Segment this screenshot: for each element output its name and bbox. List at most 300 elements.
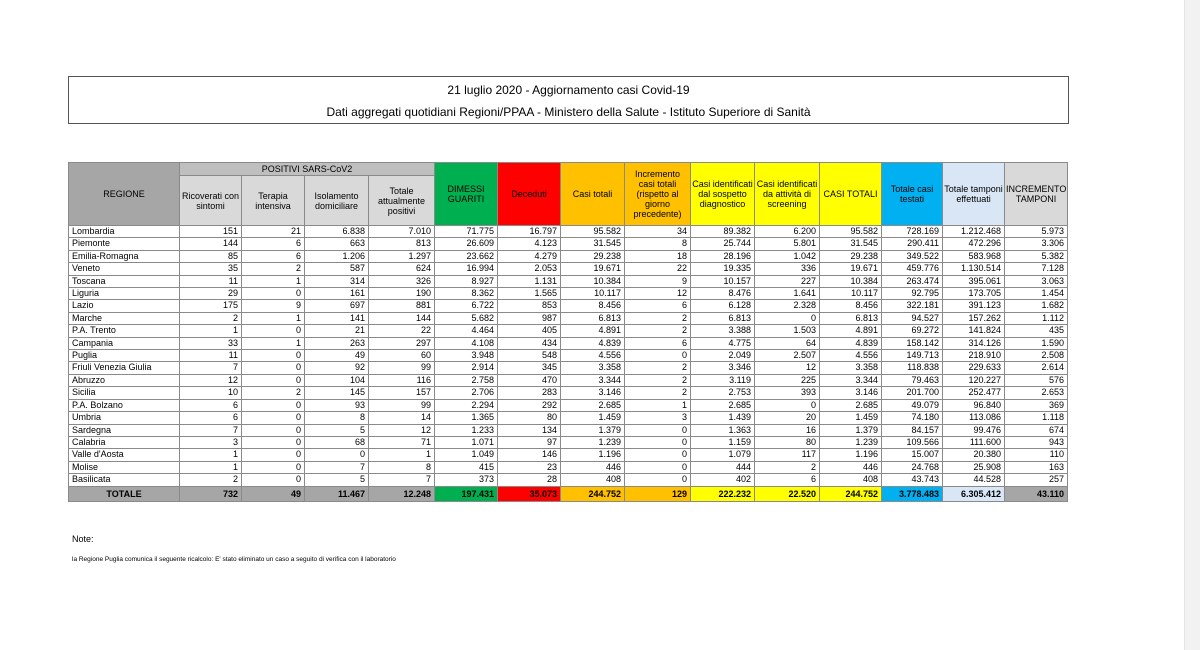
cell-value: 157 xyxy=(369,387,435,399)
document-title: 21 luglio 2020 - Aggiornamento casi Covid-19 xyxy=(447,83,690,97)
cell-value: 1 xyxy=(625,399,691,411)
cell-value: 5 xyxy=(305,424,369,436)
cell-value: 1.239 xyxy=(820,436,882,448)
table-row xyxy=(69,412,1068,424)
cell-value: 8.927 xyxy=(435,275,498,287)
table-row xyxy=(69,325,1068,337)
cell-value: 8.456 xyxy=(561,300,625,312)
cell-value: 3.778.483 xyxy=(882,486,943,501)
cell-value: 23.662 xyxy=(435,250,498,262)
cell-value: 229.633 xyxy=(943,362,1005,374)
cell-value: 4.839 xyxy=(561,337,625,349)
table-row xyxy=(69,263,1068,275)
cell-value: 129 xyxy=(625,486,691,501)
cell-value: 6.722 xyxy=(435,300,498,312)
total-row xyxy=(69,486,1068,501)
cell-value: 1.112 xyxy=(1005,312,1068,324)
cell-value: 4.891 xyxy=(561,325,625,337)
cell-value: 3.344 xyxy=(820,374,882,386)
cell-value: 3 xyxy=(180,436,242,448)
cell-value: 118.838 xyxy=(882,362,943,374)
cell-value: 89.382 xyxy=(691,226,755,238)
cell-regione: Calabria xyxy=(69,436,180,448)
cell-value: 68 xyxy=(305,436,369,448)
cell-value: 1.079 xyxy=(691,449,755,461)
cell-value: 0 xyxy=(242,288,305,300)
cell-value: 2 xyxy=(625,312,691,324)
cell-value: 3.063 xyxy=(1005,275,1068,287)
cell-value: 0 xyxy=(625,350,691,362)
cell-regione: Abruzzo xyxy=(69,374,180,386)
cell-value: 25.908 xyxy=(943,461,1005,473)
cell-regione: Basilicata xyxy=(69,474,180,486)
cell-value: 1.071 xyxy=(435,436,498,448)
table-row xyxy=(69,275,1068,287)
cell-value: 728.169 xyxy=(882,226,943,238)
cell-value: 18 xyxy=(625,250,691,262)
cell-value: 12 xyxy=(180,374,242,386)
cell-value: 71.775 xyxy=(435,226,498,238)
cell-value: 444 xyxy=(691,461,755,473)
cell-value: 6 xyxy=(242,238,305,250)
cell-value: 6.813 xyxy=(820,312,882,324)
cell-value: 2 xyxy=(625,362,691,374)
header-terapia: Terapia intensiva xyxy=(242,176,305,226)
cell-value: 117 xyxy=(755,449,820,461)
cell-value: 7 xyxy=(305,461,369,473)
cell-value: 5.382 xyxy=(1005,250,1068,262)
cell-value: 1.049 xyxy=(435,449,498,461)
cell-value: 64 xyxy=(755,337,820,349)
cell-value: 263.474 xyxy=(882,275,943,287)
table-row xyxy=(69,288,1068,300)
cell-value: 134 xyxy=(498,424,561,436)
cell-value: 9 xyxy=(242,300,305,312)
cell-regione: Umbria xyxy=(69,412,180,424)
cell-value: 1.196 xyxy=(820,449,882,461)
cell-value: 548 xyxy=(498,350,561,362)
cell-value: 7.128 xyxy=(1005,263,1068,275)
cell-value: 28 xyxy=(498,474,561,486)
cell-value: 853 xyxy=(498,300,561,312)
cell-value: 624 xyxy=(369,263,435,275)
cell-value: 19.671 xyxy=(561,263,625,275)
cell-value: 21 xyxy=(242,226,305,238)
cell-value: 415 xyxy=(435,461,498,473)
table-row xyxy=(69,312,1068,324)
cell-value: 813 xyxy=(369,238,435,250)
cell-value: 2.049 xyxy=(691,350,755,362)
cell-value: 408 xyxy=(820,474,882,486)
cell-value: 93 xyxy=(305,399,369,411)
cell-value: 23 xyxy=(498,461,561,473)
cell-value: 2 xyxy=(180,312,242,324)
cell-value: 697 xyxy=(305,300,369,312)
cell-value: 2.753 xyxy=(691,387,755,399)
cell-value: 1.206 xyxy=(305,250,369,262)
cell-value: 292 xyxy=(498,399,561,411)
cell-regione: Campania xyxy=(69,337,180,349)
cell-value: 446 xyxy=(561,461,625,473)
cell-value: 49 xyxy=(305,350,369,362)
cell-value: 6.813 xyxy=(561,312,625,324)
cell-value: 80 xyxy=(498,412,561,424)
cell-value: 6 xyxy=(625,337,691,349)
cell-regione: Piemonte xyxy=(69,238,180,250)
cell-value: 144 xyxy=(180,238,242,250)
cell-value: 3.146 xyxy=(561,387,625,399)
cell-value: 263 xyxy=(305,337,369,349)
cell-value: 3.146 xyxy=(820,387,882,399)
cell-value: 1 xyxy=(242,275,305,287)
cell-value: 218.910 xyxy=(943,350,1005,362)
cell-value: 0 xyxy=(242,350,305,362)
cell-value: 290.411 xyxy=(882,238,943,250)
cell-value: 60 xyxy=(369,350,435,362)
cell-value: 0 xyxy=(242,436,305,448)
cell-value: 14 xyxy=(369,412,435,424)
cell-value: 109.566 xyxy=(882,436,943,448)
table-row xyxy=(69,300,1068,312)
table-row xyxy=(69,350,1068,362)
cell-value: 5 xyxy=(305,474,369,486)
cell-value: 6 xyxy=(242,250,305,262)
cell-value: 472.296 xyxy=(943,238,1005,250)
cell-value: 732 xyxy=(180,486,242,501)
cell-value: 0 xyxy=(625,424,691,436)
cell-value: 395.061 xyxy=(943,275,1005,287)
cell-value: 163 xyxy=(1005,461,1068,473)
cell-value: 29.238 xyxy=(820,250,882,262)
cell-value: 2.053 xyxy=(498,263,561,275)
cell-value: 120.227 xyxy=(943,374,1005,386)
cell-value: 663 xyxy=(305,238,369,250)
cell-value: 1.503 xyxy=(755,325,820,337)
cell-value: 943 xyxy=(1005,436,1068,448)
table-row xyxy=(69,387,1068,399)
cell-value: 7.010 xyxy=(369,226,435,238)
table-row xyxy=(69,461,1068,473)
cell-value: 12.248 xyxy=(369,486,435,501)
table-row xyxy=(69,337,1068,349)
cell-value: 4.279 xyxy=(498,250,561,262)
table-body xyxy=(69,226,1068,502)
cell-value: 1.459 xyxy=(561,412,625,424)
cell-value: 95.582 xyxy=(561,226,625,238)
cell-value: 322.181 xyxy=(882,300,943,312)
cell-value: 11 xyxy=(180,350,242,362)
cell-value: 0 xyxy=(625,436,691,448)
cell-value: 1.196 xyxy=(561,449,625,461)
cell-value: 35 xyxy=(180,263,242,275)
cell-value: 8 xyxy=(625,238,691,250)
cell-value: 1 xyxy=(180,449,242,461)
cell-value: 3.346 xyxy=(691,362,755,374)
cell-value: 2.508 xyxy=(1005,350,1068,362)
cell-value: 7 xyxy=(180,424,242,436)
cell-value: 674 xyxy=(1005,424,1068,436)
cell-value: 314.126 xyxy=(943,337,1005,349)
cell-value: 71 xyxy=(369,436,435,448)
cell-value: 8 xyxy=(305,412,369,424)
cell-value: 16.797 xyxy=(498,226,561,238)
cell-value: 5.801 xyxy=(755,238,820,250)
cell-value: 31.545 xyxy=(820,238,882,250)
header-dimessi: DIMESSI GUARITI xyxy=(435,163,498,226)
cell-value: 6.305.412 xyxy=(943,486,1005,501)
cell-regione: Liguria xyxy=(69,288,180,300)
header-incremento: Incremento casi totali (rispetto al giorno precedente) xyxy=(625,163,691,226)
cell-value: 10.117 xyxy=(820,288,882,300)
cell-value: 373 xyxy=(435,474,498,486)
header-totale-positivi: Totale attualmente positivi xyxy=(369,176,435,226)
title-box xyxy=(68,76,1069,124)
cell-value: 20 xyxy=(755,412,820,424)
cell-value: 576 xyxy=(1005,374,1068,386)
cell-value: 33 xyxy=(180,337,242,349)
table-row xyxy=(69,399,1068,411)
cell-value: 190 xyxy=(369,288,435,300)
cell-value: 116 xyxy=(369,374,435,386)
cell-value: 0 xyxy=(755,312,820,324)
cell-value: 4.464 xyxy=(435,325,498,337)
cell-value: 6 xyxy=(755,474,820,486)
cell-value: 16 xyxy=(755,424,820,436)
cell-value: 434 xyxy=(498,337,561,349)
cell-value: 2 xyxy=(625,325,691,337)
table-row xyxy=(69,449,1068,461)
cell-value: 1 xyxy=(180,461,242,473)
cell-value: 1.118 xyxy=(1005,412,1068,424)
cell-regione: Sardegna xyxy=(69,424,180,436)
notes-title: Note: xyxy=(72,534,94,544)
cell-value: 1.363 xyxy=(691,424,755,436)
cell-value: 28.196 xyxy=(691,250,755,262)
cell-value: 8.456 xyxy=(820,300,882,312)
cell-value: 6 xyxy=(625,300,691,312)
cell-value: 336 xyxy=(755,263,820,275)
cell-value: 149.713 xyxy=(882,350,943,362)
header-positivi-group: POSITIVI SARS-CoV2 xyxy=(180,163,435,176)
cell-value: 2.328 xyxy=(755,300,820,312)
cell-value: 408 xyxy=(561,474,625,486)
cell-value: 1 xyxy=(242,337,305,349)
cell-value: 0 xyxy=(242,461,305,473)
cell-value: 6 xyxy=(180,412,242,424)
cell-value: 0 xyxy=(242,325,305,337)
cell-value: 2.685 xyxy=(820,399,882,411)
header-regione: REGIONE xyxy=(69,163,180,226)
cell-value: 104 xyxy=(305,374,369,386)
cell-value: 0 xyxy=(755,399,820,411)
cell-value: 1.297 xyxy=(369,250,435,262)
cell-value: 74.180 xyxy=(882,412,943,424)
cell-value: 402 xyxy=(691,474,755,486)
cell-value: 24.768 xyxy=(882,461,943,473)
cell-value: 99 xyxy=(369,362,435,374)
cell-value: 4.123 xyxy=(498,238,561,250)
cell-value: 393 xyxy=(755,387,820,399)
cell-value: 1 xyxy=(180,325,242,337)
cell-value: 197.431 xyxy=(435,486,498,501)
cell-value: 20.380 xyxy=(943,449,1005,461)
cell-value: 25.744 xyxy=(691,238,755,250)
cell-value: 157.262 xyxy=(943,312,1005,324)
cell-value: 99.476 xyxy=(943,424,1005,436)
table-row xyxy=(69,238,1068,250)
cell-value: 1.233 xyxy=(435,424,498,436)
cell-value: 12 xyxy=(369,424,435,436)
cell-value: 583.968 xyxy=(943,250,1005,262)
cell-value: 145 xyxy=(305,387,369,399)
cell-value: 85 xyxy=(180,250,242,262)
cell-value: 49.079 xyxy=(882,399,943,411)
cell-value: 35.073 xyxy=(498,486,561,501)
cell-value: 225 xyxy=(755,374,820,386)
cell-value: 345 xyxy=(498,362,561,374)
cell-value: 151 xyxy=(180,226,242,238)
cell-value: 1.459 xyxy=(820,412,882,424)
table-row xyxy=(69,424,1068,436)
cell-value: 6 xyxy=(180,399,242,411)
cell-value: 2 xyxy=(180,474,242,486)
header-casi-totali: Casi totali xyxy=(561,163,625,226)
cell-value: 881 xyxy=(369,300,435,312)
cell-value: 92 xyxy=(305,362,369,374)
cell-value: 1.379 xyxy=(561,424,625,436)
cell-value: 227 xyxy=(755,275,820,287)
cell-regione: Veneto xyxy=(69,263,180,275)
cell-value: 1.439 xyxy=(691,412,755,424)
cell-value: 2 xyxy=(755,461,820,473)
cell-regione: Molise xyxy=(69,461,180,473)
header-incremento-tamponi: INCREMENTO TAMPONI xyxy=(1005,163,1068,226)
cell-value: 5.682 xyxy=(435,312,498,324)
cell-value: 26.609 xyxy=(435,238,498,250)
cell-value: 2.614 xyxy=(1005,362,1068,374)
cell-value: 1 xyxy=(242,312,305,324)
header-screening: Casi identificati da attività di screening xyxy=(755,163,820,226)
cell-value: 1.159 xyxy=(691,436,755,448)
cell-value: 2 xyxy=(242,387,305,399)
cell-value: 4.108 xyxy=(435,337,498,349)
cell-value: 15.007 xyxy=(882,449,943,461)
cell-regione: Lombardia xyxy=(69,226,180,238)
cell-value: 446 xyxy=(820,461,882,473)
cell-regione: P.A. Bolzano xyxy=(69,399,180,411)
cell-value: 0 xyxy=(625,461,691,473)
table-row xyxy=(69,374,1068,386)
cell-value: 297 xyxy=(369,337,435,349)
header-deceduti: Deceduti xyxy=(498,163,561,226)
cell-value: 1.212.468 xyxy=(943,226,1005,238)
cell-value: 43.110 xyxy=(1005,486,1068,501)
cell-value: 12 xyxy=(755,362,820,374)
table-row xyxy=(69,362,1068,374)
cell-value: 1.042 xyxy=(755,250,820,262)
cell-value: 3.358 xyxy=(561,362,625,374)
cell-regione: Friuli Venezia Giulia xyxy=(69,362,180,374)
cell-value: 244.752 xyxy=(561,486,625,501)
cell-value: 2.653 xyxy=(1005,387,1068,399)
cell-value: 326 xyxy=(369,275,435,287)
cell-value: 2 xyxy=(625,374,691,386)
cell-value: 0 xyxy=(625,449,691,461)
cell-value: 0 xyxy=(625,474,691,486)
cell-value: 1.131 xyxy=(498,275,561,287)
cell-value: 5.973 xyxy=(1005,226,1068,238)
cell-value: 1.454 xyxy=(1005,288,1068,300)
cell-value: 0 xyxy=(242,424,305,436)
cell-regione: P.A. Trento xyxy=(69,325,180,337)
cell-value: 69.272 xyxy=(882,325,943,337)
table-row xyxy=(69,226,1068,238)
cell-value: 1.682 xyxy=(1005,300,1068,312)
cell-value: 435 xyxy=(1005,325,1068,337)
cell-value: 4.556 xyxy=(820,350,882,362)
cell-value: 175 xyxy=(180,300,242,312)
cell-value: 95.582 xyxy=(820,226,882,238)
cell-value: 99 xyxy=(369,399,435,411)
cell-value: 19.671 xyxy=(820,263,882,275)
cell-value: 2.914 xyxy=(435,362,498,374)
cell-regione: Marche xyxy=(69,312,180,324)
covid-data-table xyxy=(68,162,1068,502)
cell-value: 3.948 xyxy=(435,350,498,362)
cell-regione: TOTALE xyxy=(69,486,180,501)
cell-value: 405 xyxy=(498,325,561,337)
cell-value: 2.685 xyxy=(561,399,625,411)
cell-value: 3.344 xyxy=(561,374,625,386)
cell-value: 10 xyxy=(180,387,242,399)
table-row xyxy=(69,474,1068,486)
cell-value: 16.994 xyxy=(435,263,498,275)
cell-value: 92.795 xyxy=(882,288,943,300)
cell-value: 8.362 xyxy=(435,288,498,300)
cell-value: 1.130.514 xyxy=(943,263,1005,275)
cell-value: 2 xyxy=(242,263,305,275)
table-row xyxy=(69,250,1068,262)
window-edge xyxy=(1184,0,1200,650)
header-tamponi: Totale tamponi effettuati xyxy=(943,163,1005,226)
cell-value: 10.157 xyxy=(691,275,755,287)
cell-value: 11.467 xyxy=(305,486,369,501)
notes-text: la Regione Puglia comunica il seguente ricalcolo: E' stato eliminato un caso a seguito di verifica con il laboratorio xyxy=(72,556,396,563)
cell-value: 43.743 xyxy=(882,474,943,486)
cell-value: 201.700 xyxy=(882,387,943,399)
cell-value: 111.600 xyxy=(943,436,1005,448)
cell-value: 22 xyxy=(369,325,435,337)
cell-value: 22 xyxy=(625,263,691,275)
cell-value: 12 xyxy=(625,288,691,300)
cell-regione: Toscana xyxy=(69,275,180,287)
cell-value: 349.522 xyxy=(882,250,943,262)
cell-value: 34 xyxy=(625,226,691,238)
cell-value: 141 xyxy=(305,312,369,324)
cell-value: 0 xyxy=(242,399,305,411)
cell-value: 8 xyxy=(369,461,435,473)
header-sospetto: Casi identificati dal sospetto diagnostico xyxy=(691,163,755,226)
cell-value: 3 xyxy=(625,412,691,424)
cell-value: 2.758 xyxy=(435,374,498,386)
cell-value: 7 xyxy=(180,362,242,374)
cell-value: 7 xyxy=(369,474,435,486)
cell-value: 141.824 xyxy=(943,325,1005,337)
cell-value: 2 xyxy=(625,387,691,399)
cell-value: 4.839 xyxy=(820,337,882,349)
cell-value: 44.528 xyxy=(943,474,1005,486)
cell-value: 459.776 xyxy=(882,263,943,275)
